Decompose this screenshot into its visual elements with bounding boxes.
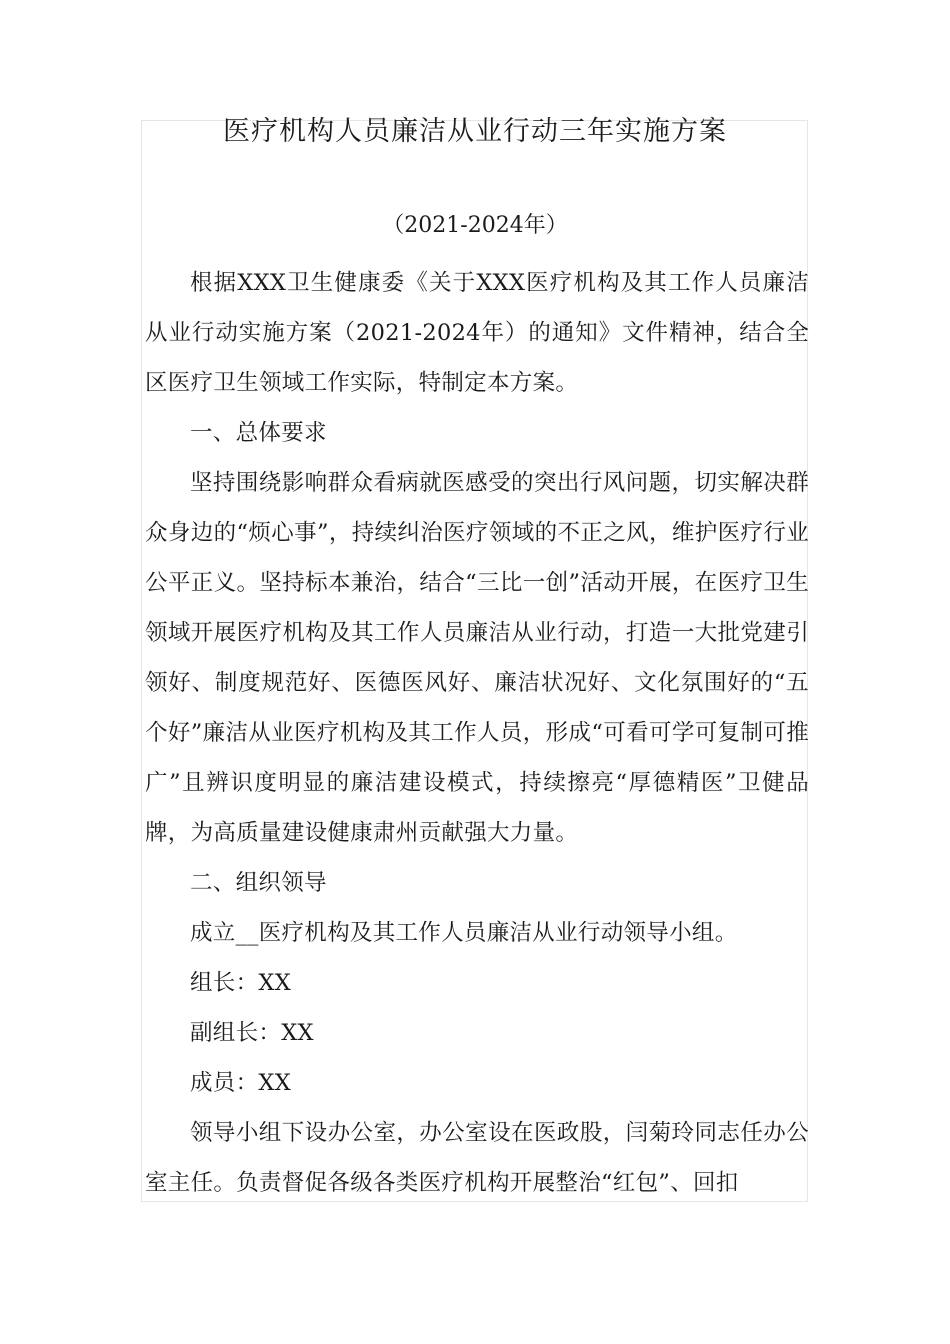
paragraph-intro: 根据XXX卫生健康委《关于XXX医疗机构及其工作人员廉洁从业行动实施方案（2021-2024年）的通知》文件精神，结合全区医疗卫生领域工作实际，特制定本方案。	[145, 270, 809, 396]
paragraph-general-requirements: 坚持围绕影响群众看病就医感受的突出行风问题，切实解决群众身边的“烦心事”，持续纠治医疗领域的不正之风，维护医疗行业公平正义。坚持标本兼治，结合“三比一创”活动开展，在医疗卫生领域开展医疗机构及其工作人员廉洁从业行动，打造一大批党建引领好、制度规范好、医德医风好、廉洁状况好、文化氛围好的“五个好”廉洁从业医疗机构及其工作人员，形成“可看可学可复制可推广”且辨识度明显的廉洁建设模式，持续擦亮“厚德精医”卫健品牌，为高质量建设健康肃州贡献强大力量。	[145, 470, 809, 846]
document-body	[145, 258, 809, 1208]
paragraph-deputy-leader: 副组长：XX	[190, 1020, 314, 1046]
paragraph-leading-group: 成立__医疗机构及其工作人员廉洁从业行动领导小组。	[190, 920, 738, 946]
paragraph-group-leader: 组长：XX	[190, 970, 292, 996]
paragraph-office: 领导小组下设办公室，办公室设在医政股，闫菊玲同志任办公室主任。负责督促各级各类医疗机构开展整治“红包”、回扣	[145, 1120, 809, 1196]
section-heading-general-requirements: 一、总体要求	[190, 420, 327, 446]
section-heading-organization: 二、组织领导	[190, 870, 327, 896]
document-title: 医疗机构人员廉洁从业行动三年实施方案	[223, 116, 727, 147]
paragraph-members: 成员：XX	[190, 1070, 292, 1096]
document-subtitle: （2021-2024年）	[382, 213, 568, 238]
